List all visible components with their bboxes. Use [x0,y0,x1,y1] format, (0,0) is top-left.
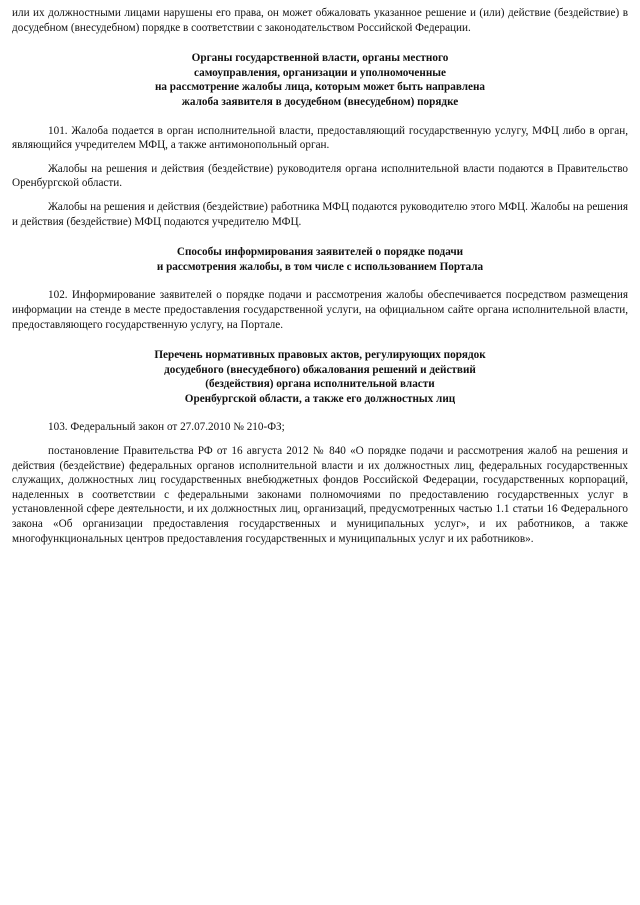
heading-line: Оренбургской области, а также его должностных лиц [184,392,456,405]
heading-line: (бездействия) органа исполнительной власти [205,378,435,391]
heading-line: жалоба заявителя в досудебном (внесудебном) порядке [181,95,459,108]
section-heading-informing-methods [12,245,628,274]
heading-line: на рассмотрение жалобы лица, которым может быть направлена [154,81,486,94]
paragraph-103: 103. Федеральный закон от 27.07.2010 № 210-ФЗ; [48,421,285,434]
paragraph-mfc-complaints: Жалобы на решения и действия (бездействие) работника МФЦ подаются руководителю этого МФЦ. Жалобы на решения и действия (бездействие) МФЦ подаются учредителю МФЦ. [12,200,628,228]
paragraph-102: 102. Информирование заявителей о порядке подачи и рассмотрения жалобы обеспечивается посредством размещения информации на стенде в месте предоставления государственной услуги, на официальном сайте органа исполнительной власти, предоставляющего государственную услугу, на Портале. [12,289,628,331]
heading-line: Перечень нормативных правовых актов, регулирующих порядок [154,349,486,362]
paragraph-101: 101. Жалоба подается в орган исполнительной власти, предоставляющий государственную услугу, МФЦ либо в орган, являющийся учредителем МФЦ, а также антимонопольный орган. [12,124,628,152]
heading-line: досудебного (внесудебного) обжалования решений и действий [164,363,476,376]
section-heading-legal-acts [12,348,628,406]
paragraph-government-resolution: постановление Правительства РФ от 16 августа 2012 № 840 «О порядке подачи и рассмотрения жалоб на решения и действия (бездействие) федеральных органов исполнительной власти и их должностных лиц, федеральных государственных служащих, должностных лиц государственных внебюджетных фондов Российской Федерации, государственных корпораций, наделенных в соответствии с федеральными законами полномочиями по предоставлению государственных услуг в установленной сфере деятельности, и их должностных лиц, организаций, предусмотренных частью 1.1 статьи 16 Федерального закона «Об организации предоставления государственных и муниципальных услуг», и их работников, а также многофункциональных центров предоставления государственных и муниципальных услуг и их работников». [12,445,628,545]
heading-line: самоуправления, организации и уполномоченные [194,66,446,79]
heading-line: Способы информирования заявителей о порядке подачи [176,246,464,259]
section-heading-complaint-bodies [12,51,628,109]
intro-paragraph: или их должностными лицами нарушены его права, он может обжаловать указанное решение и (или) действие (бездействие) в досудебном (внесудебном) порядке в соответствии с законодательством Российской Федерации. [12,7,628,34]
paragraph-government-complaints: Жалобы на решения и действия (бездействие) руководителя органа исполнительной власти подаются в Правительство Оренбургской области. [12,162,628,190]
heading-line: Органы государственной власти, органы местного [191,52,449,65]
heading-line: и рассмотрения жалобы, в том числе с использованием Портала [156,260,484,273]
